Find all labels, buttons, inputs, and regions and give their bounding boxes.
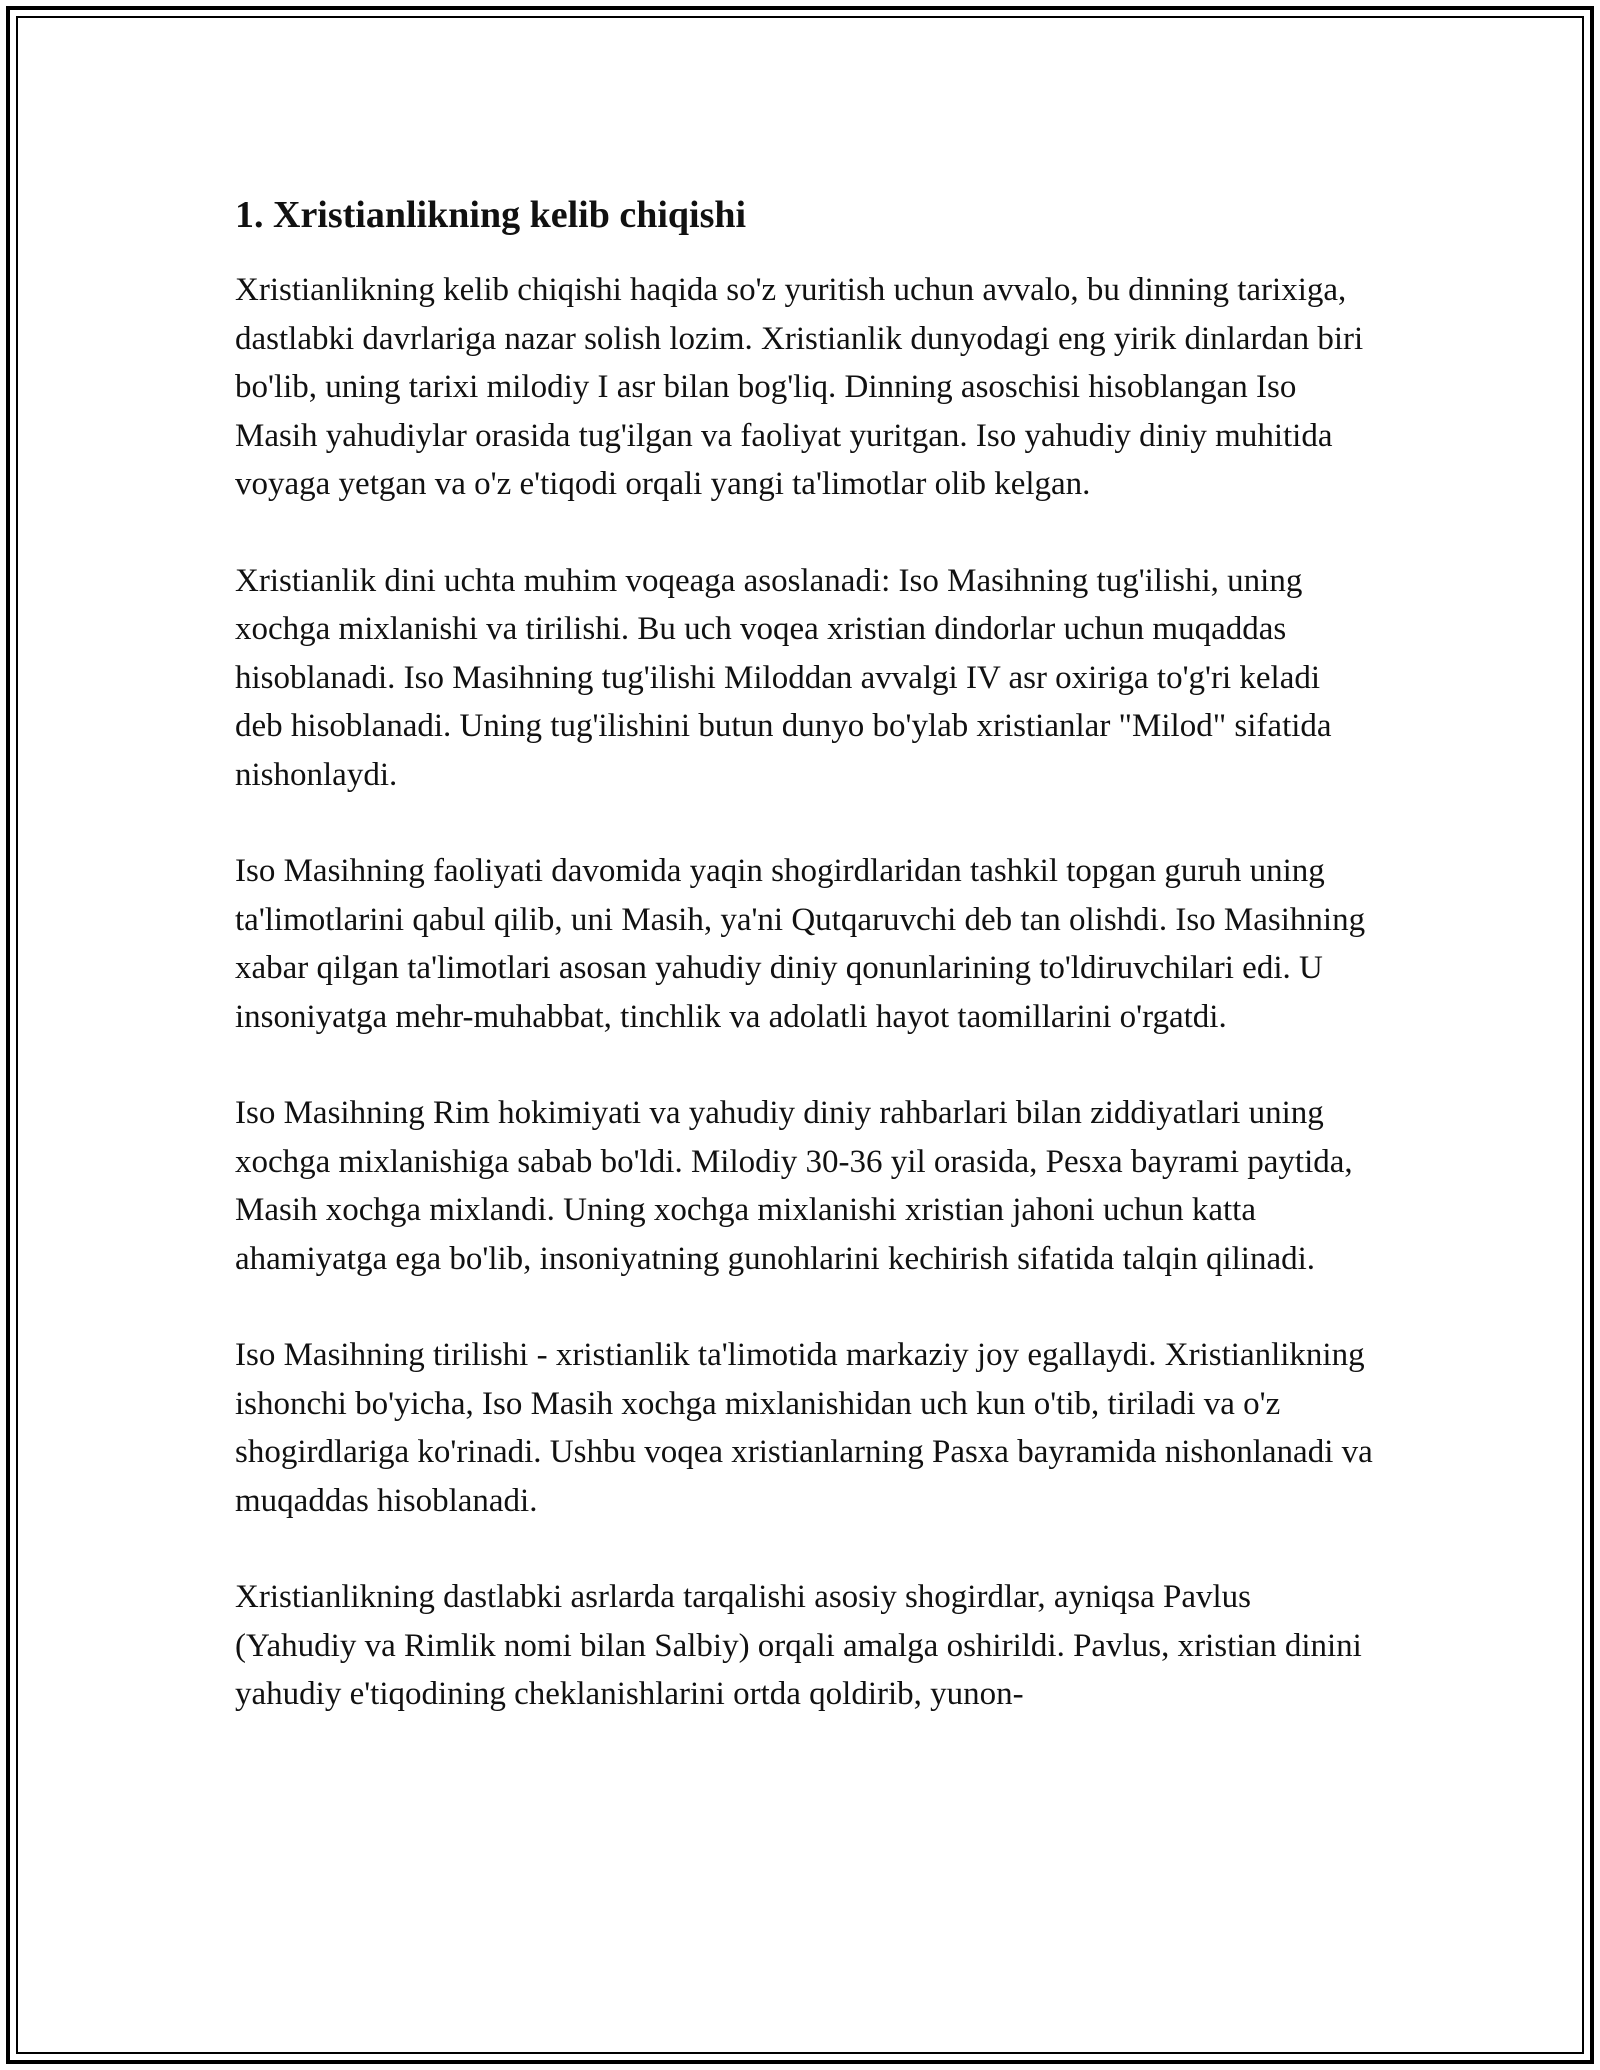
- document-body: [235, 186, 1375, 1767]
- paragraph-three-events: Xristianlik dini uchta muhim voqeaga asoslanadi: Iso Masihning tug'ilishi, uning xochga mixlanishi va tirilishi. Bu uch voqea xristian dindorlar uchun muqaddas hisoblanadi. Iso Masihning tug'ilishi Miloddan avvalgi IV asr oxiriga to'g'ri keladi deb hisoblanadi. Uning tug'ilishini butun dunyo bo'ylab xristianlar "Milod" sifatida nishonlaydi.: [235, 562, 1332, 793]
- paragraph-spread: Xristianlikning dastlabki asrlarda tarqalishi asosiy shogirdlar, ayniqsa Pavlus (Yahudiy va Rimlik nomi bilan Salbiy) orqali amalga oshirildi. Pavlus, xristian dinini yahudiy e'tiqodining cheklanishlarini ortda qoldirib, yunon-: [235, 1579, 1362, 1712]
- section-heading: 1. Xristianlikning kelib chiqishi: [235, 194, 747, 236]
- paragraph-crucifixion: Iso Masihning Rim hokimiyati va yahudiy diniy rahbarlari bilan ziddiyatlari uning xochga mixlanishiga sabab bo'ldi. Milodiy 30-36 yil orasida, Pesxa bayrami paytida, Masih xochga mixlandi. Uning xochga mixlanishi xristian jahoni uchun katta ahamiyatga ega bo'lib, insoniyatning gunohlarini kechirish sifatida talqin qilinadi.: [235, 1095, 1353, 1277]
- paragraph-origin: Xristianlikning kelib chiqishi haqida so'z yuritish uchun avvalo, bu dinning tarixiga, dastlabki davrlariga nazar solish lozim. Xristianlik dunyodagi eng yirik dinlardan biri bo'lib, uning tarixi milodiy I asr bilan bog'liq. Dinning asoschisi hisoblangan Iso Masih yahudiylar orasida tug'ilgan va faoliyat yuritgan. Iso yahudiy diniy muhitida voyaga yetgan va o'z e'tiqodi orqali yangi ta'limotlar olib kelgan.: [235, 272, 1364, 502]
- paragraph-disciples: Iso Masihning faoliyati davomida yaqin shogirdlaridan tashkil topgan guruh uning ta'limotlarini qabul qilib, uni Masih, ya'ni Qutqaruvchi deb tan olishdi. Iso Masihning xabar qilgan ta'limotlari asosan yahudiy diniy qonunlarining to'ldiruvchilari edi. U insoniyatga mehr-muhabbat, tinchlik va adolatli hayot taomillarini o'rgatdi.: [235, 853, 1366, 1035]
- paragraph-resurrection: Iso Masihning tirilishi - xristianlik ta'limotida markaziy joy egallaydi. Xristianlikning ishonchi bo'yicha, Iso Masih xochga mixlanishidan uch kun o'tib, tiriladi va o'z shogirdlariga ko'rinadi. Ushbu voqea xristianlarning Pasxa bayramida nishonlanadi va muqaddas hisoblanadi.: [235, 1337, 1373, 1519]
